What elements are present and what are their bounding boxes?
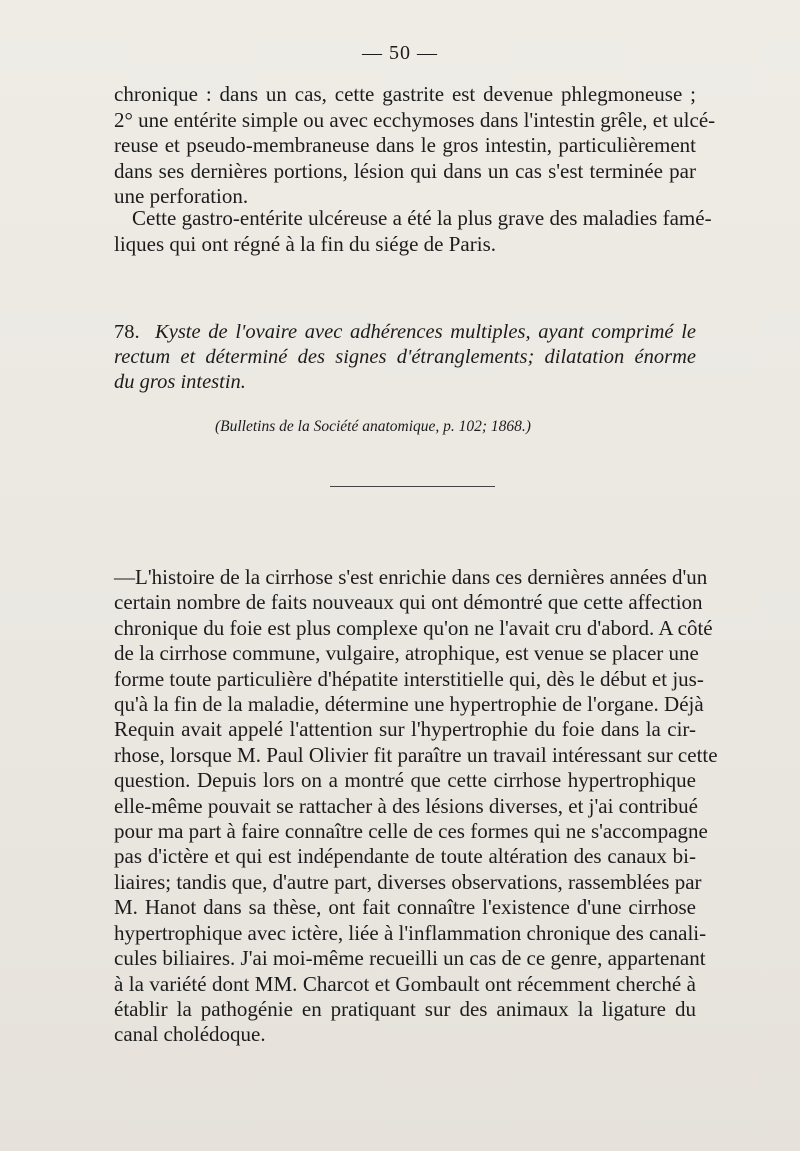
paragraph-gastro-enterite	[114, 206, 712, 257]
text-line: M. Hanot dans sa thèse, ont fait connaître l'existence d'une cirrhose	[114, 895, 696, 920]
page-number: — 50 —	[362, 42, 438, 64]
text-line: liques qui ont régné à la fin du siége de Paris.	[114, 231, 496, 256]
section-divider	[330, 486, 495, 487]
text-line: pas d'ictère et qui est indépendante de toute altération des canaux bi-	[114, 844, 696, 869]
text-line: elle-même pouvait se rattacher à des lésions diverses, et j'ai contribué	[114, 793, 698, 818]
text-line: Requin avait appelé l'attention sur l'hypertrophie du foie dans la cir-	[114, 717, 696, 742]
text-line: forme toute particulière d'hépatite interstitielle qui, dès le début et jus-	[114, 666, 704, 691]
case-title-line: Kyste de l'ovaire avec adhérences multiples, ayant comprimé le	[155, 321, 697, 343]
text-line: —L'histoire de la cirrhose s'est enrichie dans ces dernières années d'un	[114, 565, 708, 589]
case-title-line: du gros intestin.	[114, 371, 246, 393]
text-line: liaires; tandis que, d'autre part, diverses observations, rassemblées par	[114, 869, 702, 894]
text-line: à la variété dont MM. Charcot et Gombault ont récemment cherché à	[114, 971, 696, 996]
text-line: dans ses dernières portions, lésion qui dans un cas s'est terminée par	[114, 158, 696, 183]
text-line: question. Depuis lors on a montré que cette cirrhose hypertrophique	[114, 768, 696, 793]
text-line: de la cirrhose commune, vulgaire, atrophique, est venue se placer une	[114, 641, 699, 666]
text-line: pour ma part à faire connaître celle de ces formes qui ne s'accompagne	[114, 819, 708, 844]
citation: (Bulletins de la Société anatomique, p. 102; 1868.)	[215, 418, 531, 435]
text-line: une perforation.	[114, 184, 249, 209]
paragraph-cirrhose	[114, 565, 718, 1048]
text-line: chronique : dans un cas, cette gastrite est devenue phlegmoneuse ;	[114, 82, 696, 106]
text-line: reuse et pseudo-membraneuse dans le gros intestin, particulièrement	[114, 133, 696, 158]
case-heading-line	[114, 320, 696, 345]
text-line: qu'à la fin de la maladie, détermine une hypertrophie de l'organe. Déjà	[114, 692, 704, 717]
case-heading	[114, 320, 696, 395]
case-number: 78.	[114, 321, 140, 343]
text-line: cules biliaires. J'ai moi-même recueilli un cas de ce genre, appartenant	[114, 946, 706, 971]
text-line: établir la pathogénie en pratiquant sur des animaux la ligature du	[114, 996, 696, 1021]
text-line: chronique du foie est plus complexe qu'on ne l'avait cru d'abord. A côté	[114, 615, 713, 640]
case-title-line: rectum et déterminé des signes d'étranglements; dilatation énorme	[114, 346, 696, 368]
text-line: 2° une entérite simple ou avec ecchymoses dans l'intestin grêle, et ulcé-	[114, 107, 716, 132]
paragraph-continuation	[114, 82, 716, 210]
text-line: canal cholédoque.	[114, 1022, 266, 1047]
text-line: Cette gastro-entérite ulcéreuse a été la plus grave des maladies famé-	[132, 206, 712, 230]
text-line: rhose, lorsque M. Paul Olivier fit paraître un travail intéressant sur cette	[114, 742, 718, 767]
text-line: certain nombre de faits nouveaux qui ont démontré que cette affection	[114, 590, 703, 615]
text-line: hypertrophique avec ictère, liée à l'inflammation chronique des canali-	[114, 920, 707, 945]
